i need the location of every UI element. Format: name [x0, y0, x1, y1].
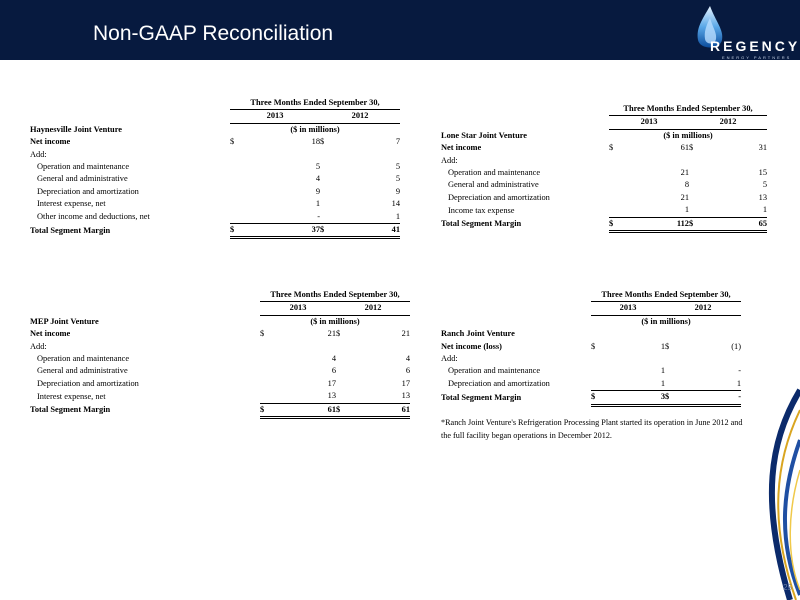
units-label: ($ in millions)	[641, 316, 691, 326]
line-item-2012: 5	[762, 180, 768, 190]
segment-name: MEP Joint Venture	[30, 316, 99, 326]
units-label: ($ in millions)	[663, 130, 713, 140]
line-item-label: Operation and maintenance	[37, 162, 130, 172]
total-label: Total Segment Margin	[30, 225, 111, 235]
line-item-2013: 9	[315, 186, 320, 196]
net-income-2013: 18	[311, 137, 320, 147]
line-item-2012: 13	[401, 391, 411, 401]
line-item-2012: 5	[395, 174, 401, 184]
line-item-2012: 13	[758, 192, 768, 202]
line-item-2012: 5	[395, 162, 401, 172]
page-title: Non-GAAP Reconciliation	[93, 22, 334, 45]
dollar-sign: $	[336, 403, 350, 417]
line-item-label: Other income and deductions, net	[37, 211, 150, 221]
line-item-2012: 15	[758, 168, 768, 178]
period-header: Three Months Ended September 30,	[609, 103, 767, 116]
total-2013: 37	[244, 224, 320, 238]
line-item-2013: 1	[315, 199, 320, 209]
add-label: Add:	[441, 354, 458, 364]
add-label: Add:	[441, 155, 458, 165]
line-item-label: Operation and maintenance	[448, 366, 541, 376]
add-label: Add:	[30, 149, 47, 159]
line-item-2013: 4	[315, 174, 320, 184]
brand-subtitle: ENERGY PARTNERS	[722, 55, 792, 60]
line-item-label: Operation and maintenance	[448, 168, 541, 178]
dollar-sign: $	[609, 143, 614, 153]
add-label: Add:	[30, 341, 47, 351]
year-2012-header: 2012	[665, 302, 741, 315]
net-income-2013: 61	[680, 143, 689, 153]
total-2012: 41	[334, 224, 400, 238]
dollar-sign: $	[336, 329, 341, 339]
line-item-2013: 13	[327, 391, 336, 401]
page-number: 25	[783, 583, 792, 592]
line-item-label: Interest expense, net	[37, 391, 106, 401]
net-income-2013: 1	[660, 341, 665, 351]
net-income-label: Net income (loss)	[441, 341, 502, 351]
dollar-sign: $	[591, 391, 605, 405]
decorative-swirl-icon	[740, 380, 800, 600]
year-2013-header: 2013	[260, 302, 336, 315]
total-2013: 61	[274, 403, 336, 417]
ranch-table	[441, 289, 741, 407]
line-item-2013: 5	[315, 162, 320, 172]
units-label: ($ in millions)	[290, 124, 340, 134]
dollar-sign: $	[230, 224, 244, 238]
year-2013-header: 2013	[230, 110, 320, 123]
dollar-sign: $	[260, 403, 274, 417]
line-item-label: Depreciation and amortization	[448, 379, 550, 389]
line-item-label: Interest expense, net	[37, 199, 106, 209]
line-item-2012: 9	[395, 186, 401, 196]
total-label: Total Segment Margin	[30, 405, 111, 415]
net-income-2012: (1)	[731, 341, 742, 351]
line-item-2012: 1	[395, 211, 401, 221]
footnote: *Ranch Joint Venture's Refrigeration Processing Plant started its operation in June 2012 and the full facility began operations in December 2012.	[441, 418, 743, 440]
line-item-2012: 14	[391, 199, 401, 209]
year-2012-header: 2012	[320, 110, 400, 123]
line-item-2012: 1	[762, 205, 768, 215]
net-income-2013: 21	[327, 329, 336, 339]
line-item-2013: 6	[331, 366, 336, 376]
year-2012-header: 2012	[336, 302, 410, 315]
period-header: Three Months Ended September 30,	[230, 97, 400, 110]
line-item-label: General and administrative	[37, 174, 128, 184]
line-item-label: General and administrative	[37, 366, 128, 376]
net-income-label: Net income	[30, 329, 71, 339]
units-label: ($ in millions)	[310, 316, 360, 326]
line-item-2012: 6	[405, 366, 411, 376]
period-header: Three Months Ended September 30,	[260, 289, 410, 302]
net-income-2012: 7	[395, 137, 401, 147]
total-2012: 65	[703, 217, 767, 231]
line-item-label: Depreciation and amortization	[448, 192, 550, 202]
dollar-sign: $	[665, 341, 670, 351]
total-2013: 3	[605, 391, 665, 405]
dollar-sign: $	[591, 341, 596, 351]
line-item-2013: 17	[327, 378, 336, 388]
line-item-2012: 17	[401, 378, 411, 388]
segment-name: Ranch Joint Venture	[441, 329, 515, 339]
lone-star-table	[441, 103, 767, 233]
dollar-sign: $	[320, 137, 325, 147]
net-income-2012: 21	[401, 329, 411, 339]
year-2013-header: 2013	[609, 116, 689, 129]
total-2013: 112	[623, 217, 689, 231]
line-item-2013: 21	[680, 192, 689, 202]
dollar-sign: $	[689, 217, 703, 231]
dollar-sign: $	[665, 391, 679, 405]
line-item-label: Income tax expense	[448, 205, 515, 215]
net-income-label: Net income	[30, 137, 71, 147]
line-item-label: Depreciation and amortization	[37, 186, 139, 196]
line-item-label: General and administrative	[448, 180, 539, 190]
line-item-2012: 4	[405, 354, 411, 364]
line-item-2013: -	[317, 211, 320, 221]
dollar-sign: $	[230, 137, 235, 147]
total-label: Total Segment Margin	[441, 392, 522, 402]
dollar-sign: $	[260, 329, 265, 339]
net-income-2012: 31	[758, 143, 768, 153]
net-income-label: Net income	[441, 143, 482, 153]
line-item-2012: 1	[736, 378, 742, 388]
line-item-2013: 1	[660, 366, 665, 376]
title-bar	[0, 0, 800, 60]
segment-name: Lone Star Joint Venture	[441, 130, 528, 140]
mep-table	[30, 289, 410, 419]
total-2012: -	[679, 391, 741, 405]
period-header: Three Months Ended September 30,	[591, 289, 741, 302]
dollar-sign: $	[609, 217, 623, 231]
segment-name: Haynesville Joint Venture	[30, 124, 122, 134]
line-item-2013: 1	[660, 378, 665, 388]
line-item-label: Operation and maintenance	[37, 354, 130, 364]
line-item-2013: 4	[331, 354, 336, 364]
dollar-sign: $	[320, 224, 334, 238]
line-item-label: Depreciation and amortization	[37, 378, 139, 388]
year-2012-header: 2012	[689, 116, 767, 129]
year-2013-header: 2013	[591, 302, 665, 315]
total-2012: 61	[350, 403, 410, 417]
flame-logo-icon	[692, 2, 800, 72]
line-item-2012: -	[738, 366, 742, 376]
line-item-2013: 8	[684, 180, 689, 190]
total-label: Total Segment Margin	[441, 219, 522, 229]
brand-name: REGENCY	[710, 38, 800, 54]
haynesville-table	[30, 97, 400, 239]
line-item-2013: 1	[684, 205, 689, 215]
dollar-sign: $	[689, 143, 694, 153]
line-item-2013: 21	[680, 168, 689, 178]
